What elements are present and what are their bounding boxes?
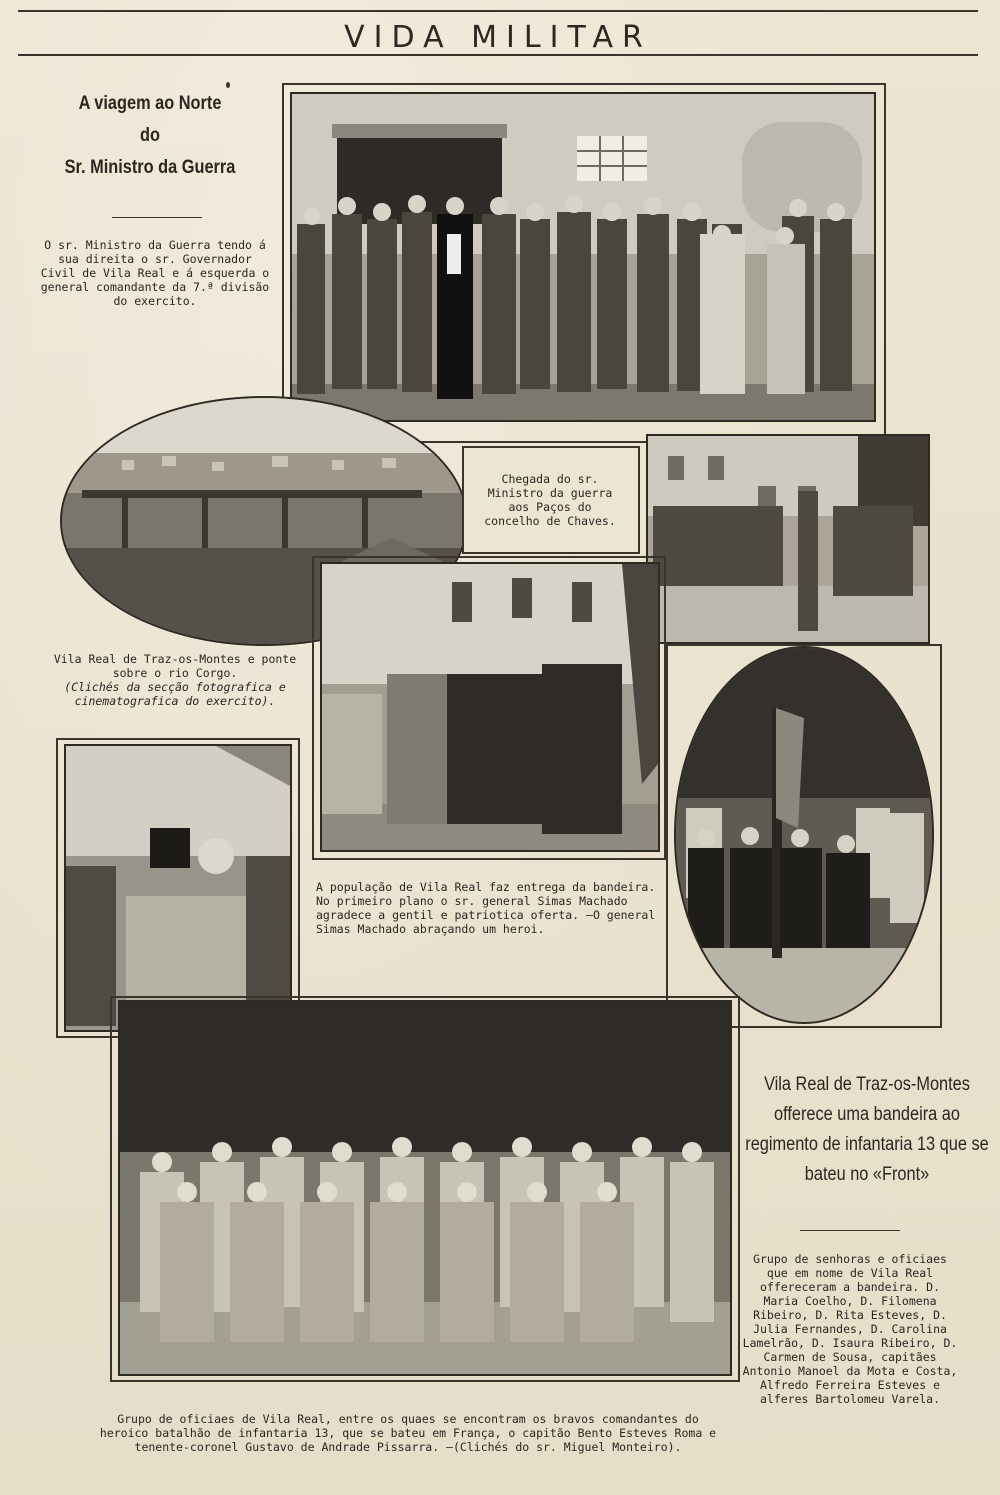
ink-mark bbox=[226, 82, 230, 88]
section-header bbox=[18, 10, 978, 56]
article-title-line-3: Sr. Ministro da Guerra bbox=[64, 157, 236, 178]
headline-rule bbox=[800, 1230, 900, 1231]
headline-caption: Vila Real de Traz-os-Montes offerece uma bandeira ao regimento de infantaria 13 que se bateu no «Front» bbox=[745, 1074, 989, 1185]
vila-real-caption-line-1: Vila Real de Traz-os-Montes e ponte sobre o rio Corgo. bbox=[53, 652, 297, 680]
chaves-caption: Chegada do sr. Ministro da guerra aos Paços do concelho de Chaves. bbox=[484, 472, 616, 528]
officers-group-photo bbox=[118, 1000, 732, 1376]
vila-real-caption-credits: (Clichés da secção fotografica e cinematografica do exercito). bbox=[64, 680, 286, 708]
senhoras-flag-photo bbox=[674, 646, 934, 1024]
chaves-arrival-photo bbox=[646, 434, 930, 644]
ministry-group-photo bbox=[290, 92, 876, 422]
article-title-line-2: do bbox=[140, 125, 160, 146]
oficiaes-caption: Grupo de oficiaes de Vila Real, entre os quaes se encontram os bravos comandantes do heroico batalhão de infantaria 13, que se bateu em França, o capitão Bento Esteves Roma e tenente-coronel Gustavo de Andrade Pissarra. —(Clichés do sr. Miguel Monteiro). bbox=[99, 1412, 717, 1454]
article-title bbox=[47, 88, 253, 184]
article-title-line-1: A viagem ao Norte bbox=[78, 93, 222, 114]
populacao-caption: A população de Vila Real faz entrega da bandeira. No primeiro plano o sr. general Simas Machado agradece a gentil e patriotica oferta. —O general Simas Machado abraçando um heroi. bbox=[316, 880, 656, 936]
senhoras-caption: Grupo de senhoras e oficiaes que em nome de Vila Real offereceram a bandeira. D. Maria Coelho, D. Filomena Ribeiro, D. Rita Esteves, D. Julia Fernandes, D. Carolina Lamelrão, D. Isaura Ribeiro, D. Carmen de Sousa, capitães Antonio Manoel da Mota e Costa, Alfredo Ferreira Esteves e alferes Bartolomeu Varela. bbox=[742, 1252, 958, 1406]
section-title: VIDA MILITAR bbox=[344, 20, 652, 55]
flag-delivery-photo bbox=[320, 562, 660, 852]
intro-caption: O sr. Ministro da Guerra tendo á sua direita o sr. Governador Civil de Vila Real e á esquerda o general comandante da 7.ª divisão do exercito. bbox=[40, 238, 270, 308]
title-rule bbox=[112, 217, 202, 218]
general-embrace-photo bbox=[64, 744, 292, 1032]
vila-real-caption bbox=[40, 652, 310, 708]
